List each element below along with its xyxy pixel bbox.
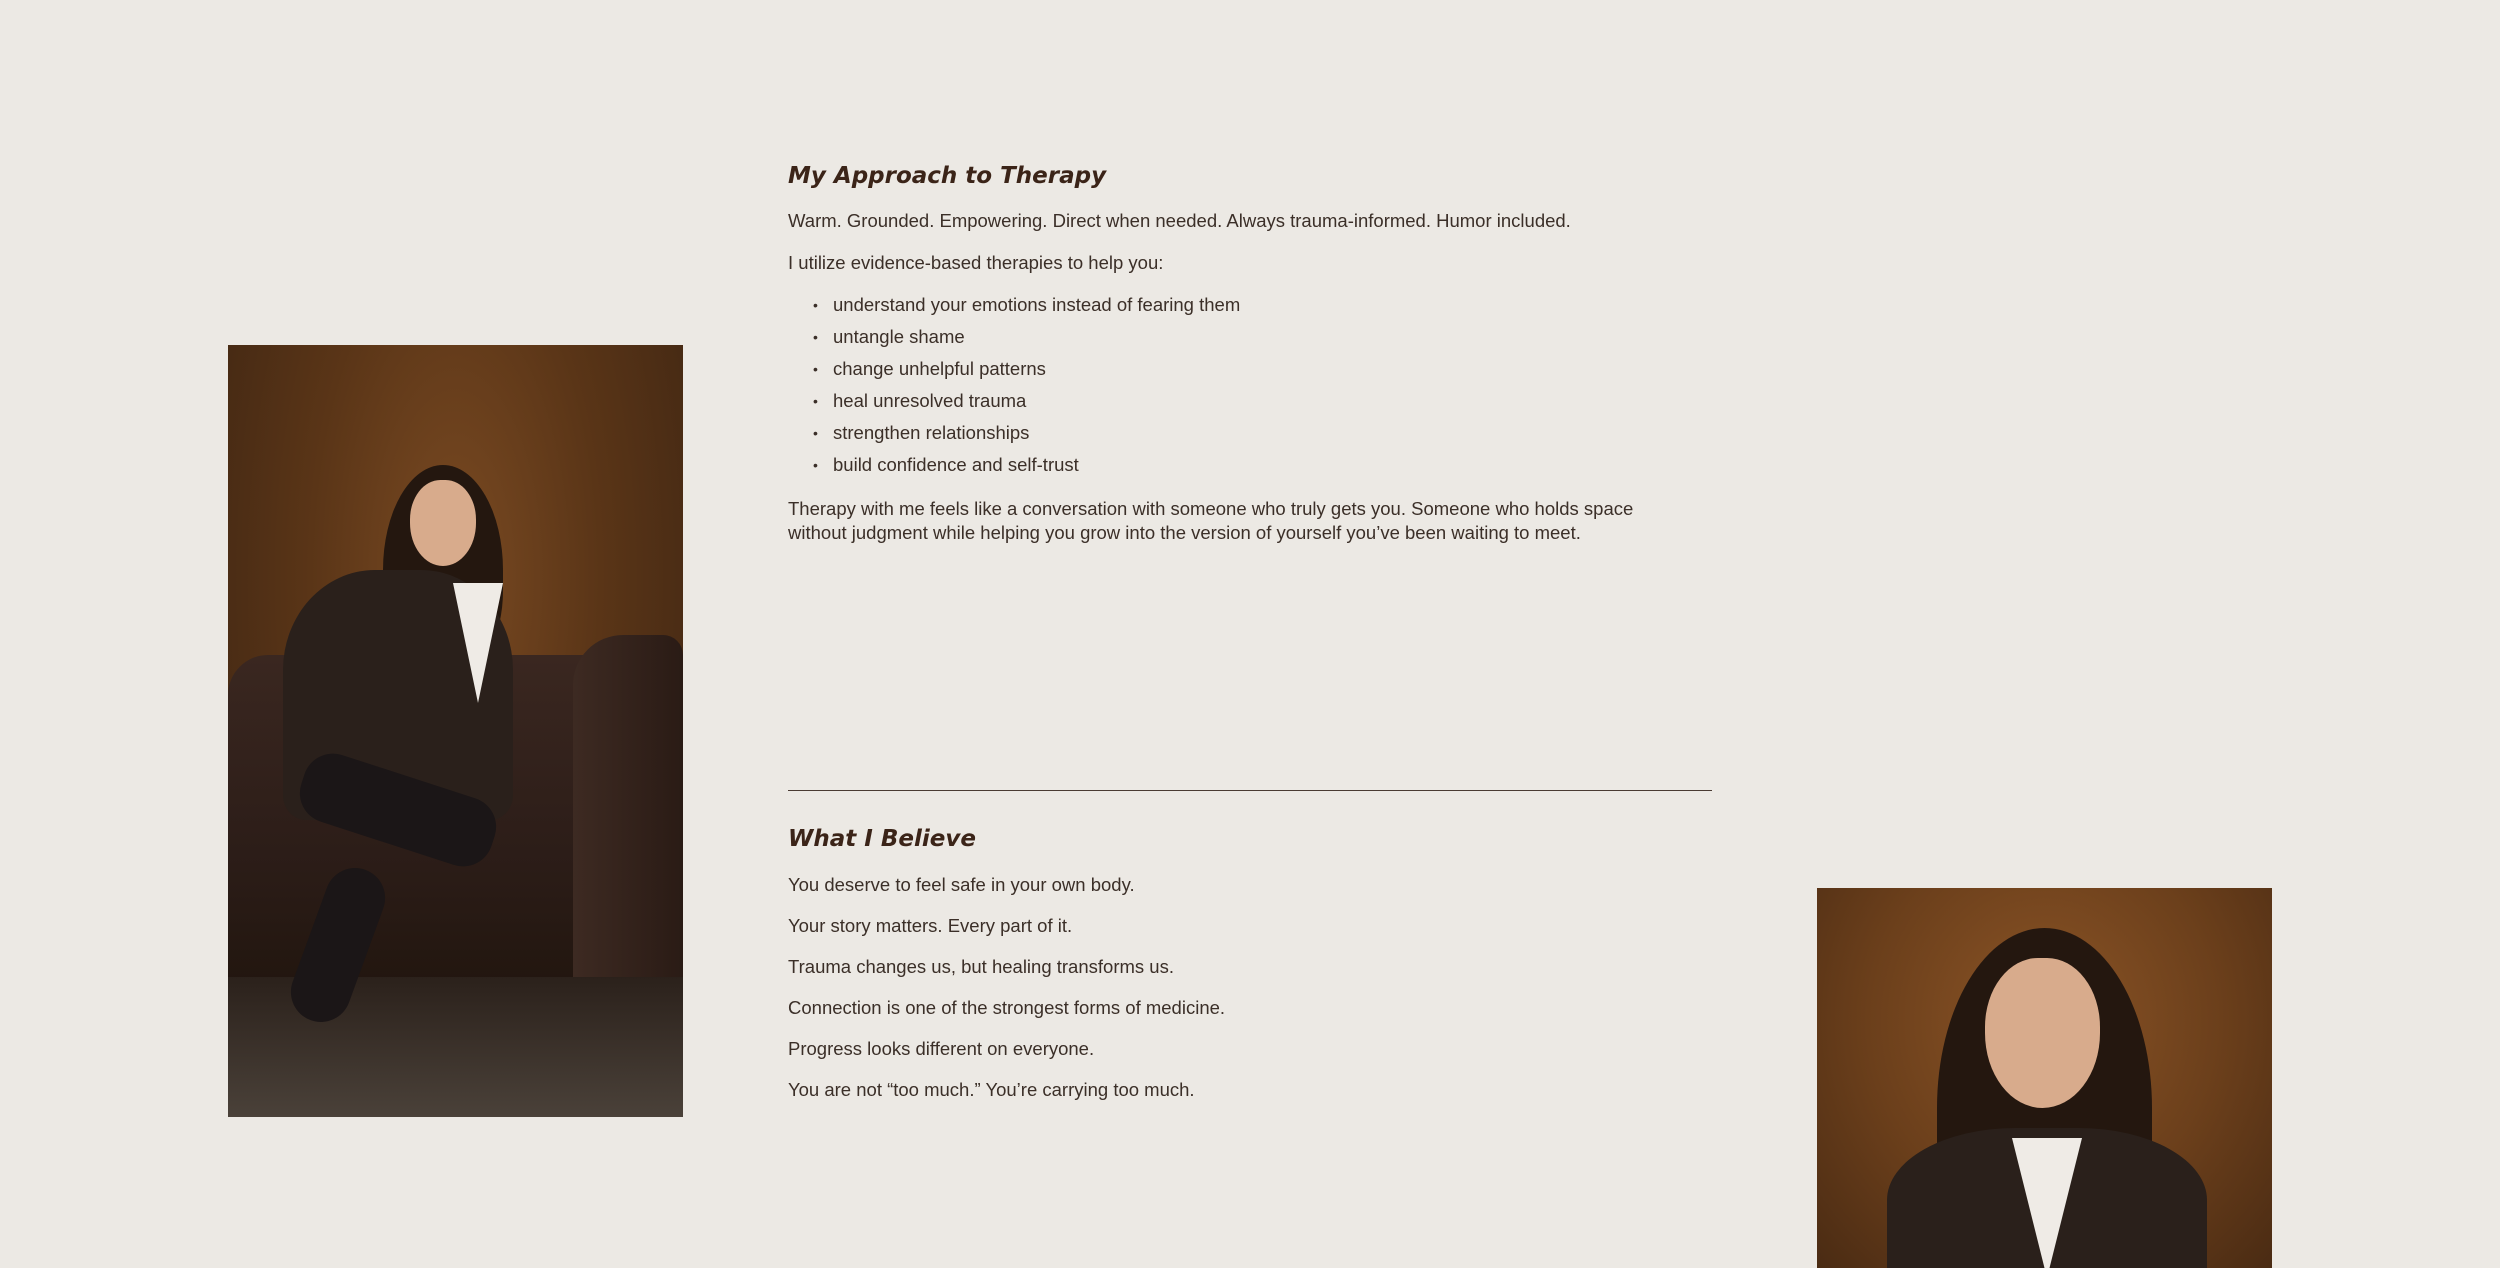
belief-item: Progress looks different on everyone. — [788, 1038, 1095, 1059]
approach-list — [788, 293, 1713, 485]
list-item: • strengthen relationships — [813, 421, 1713, 453]
face-shape — [1985, 958, 2100, 1108]
face-shape — [410, 480, 476, 566]
list-item: • heal unresolved trauma — [813, 389, 1713, 421]
sofa-arm-shape — [573, 635, 683, 995]
approach-closing-line-2: without judgment while helping you grow into the version of yourself you’ve been waiting to meet. — [788, 522, 1581, 543]
seated-portrait-photo — [228, 345, 683, 1117]
headshot-photo — [1817, 888, 2272, 1268]
belief-item: Your story matters. Every part of it. — [788, 915, 1073, 936]
belief-item: Connection is one of the strongest forms of medicine. — [788, 997, 1226, 1018]
section-divider — [788, 790, 1712, 791]
list-item: • untangle shame — [813, 325, 1713, 357]
approach-tagline: Warm. Grounded. Empowering. Direct when needed. Always trauma-informed. Humor included. — [788, 210, 1571, 231]
belief-item: Trauma changes us, but healing transforms us. — [788, 956, 1174, 977]
belief-item: You deserve to feel safe in your own body. — [788, 874, 1135, 895]
list-item: • understand your emotions instead of fearing them — [813, 293, 1713, 325]
list-item: • change unhelpful patterns — [813, 357, 1713, 389]
approach-title: My Approach to Therapy — [788, 163, 1107, 189]
list-item: • build confidence and self-trust — [813, 453, 1713, 485]
approach-intro: I utilize evidence-based therapies to help you: — [788, 252, 1164, 273]
belief-item: You are not “too much.” You’re carrying too much. — [788, 1079, 1195, 1100]
approach-section — [788, 163, 1713, 189]
approach-closing-line-1: Therapy with me feels like a conversation with someone who truly gets you. Someone who holds space — [788, 498, 1634, 519]
beliefs-title: What I Believe — [788, 826, 976, 852]
